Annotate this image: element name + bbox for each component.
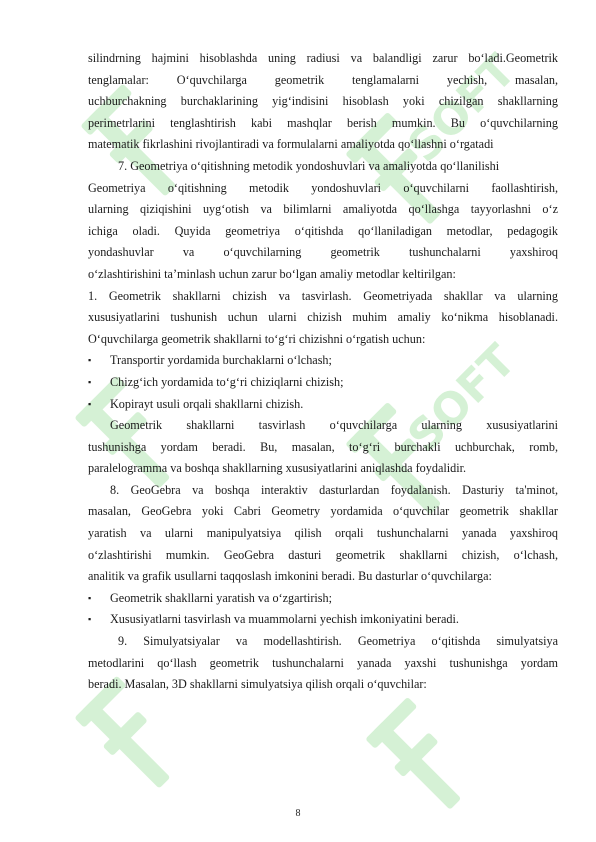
text-line: [88, 566, 558, 588]
text-line: [88, 178, 558, 200]
text-line: [88, 545, 558, 567]
bullet-marker: ▪: [88, 376, 92, 387]
line-text: tushunishga yordam beradi. Bu, masalan, to‘g‘ri burchakli uchburchak, romb,: [88, 439, 558, 454]
line-text: Geometrik shakllarni tasvirlash o‘quvchilarga ularning xususiyatlarini: [110, 418, 558, 433]
text-line: [88, 501, 558, 523]
line-text: Kopirayt usuli orqali shakllarni chizish.: [110, 396, 304, 411]
line-text: beradi. Masalan, 3D shakllarni simulyatsiya qilish orqali o‘quvchilar:: [88, 677, 427, 692]
watermark-text: SOFT: [398, 45, 526, 173]
line-text: paralelogramma va boshqa shakllarning xususiyatlarini aniqlashda foydalidir.: [88, 461, 467, 476]
line-text: Geometriya o‘qitishning metodik yondoshuvlari o‘quvchilarni faollashtirish,: [88, 180, 558, 195]
text-line: [88, 458, 558, 480]
bullet-marker: ▪: [88, 398, 92, 409]
line-text: silindrning hajmini hisoblashda uning radiusi va balandligi zarur bo‘ladi.Geometrik: [88, 51, 558, 65]
line-text: 1. Geometrik shakllarni chizish va tasvirlash. Geometriyada shakllar va ularning: [88, 288, 558, 303]
bullet-item: [88, 372, 558, 394]
line-text: o‘zlashtirishi mumkin. GeoGebra dasturi geometrik shakllarni chizish, o‘lchash,: [88, 547, 558, 562]
line-text: yondashuvlar va o‘quvchilarning geometrik tushunchalarni yaxshiroq: [88, 245, 558, 260]
text-line: [88, 437, 558, 459]
line-text: xususiyatlarini tushunish uchun ularni chizish muhim amaliy ko‘nikma hisoblanadi.: [88, 310, 558, 325]
line-text: 9. Simulyatsiyalar va modellashtirish. Geometriya o‘qitishda simulyatsiya: [118, 634, 558, 649]
text-line: [88, 242, 558, 264]
text-line: [88, 674, 558, 696]
line-text: Xususiyatlarni tasvirlash va muammolarni yechish imkoniyatini beradi.: [110, 612, 459, 627]
line-text: analitik va grafik usullarni taqqoslash imkonini beradi. Bu dasturlar o‘quvchilarga:: [88, 569, 492, 584]
line-text: 7. Geometriya o‘qitishning metodik yondoshuvlari va amaliyotda qo‘llanilishi: [118, 158, 500, 173]
bullet-item: [88, 609, 558, 631]
line-text: metodlarini qo‘llash geometrik tushunchalarni yanada yaxshi tushunishga yordam: [88, 655, 558, 670]
line-text: Transportir yordamida burchaklarni o‘lchash;: [110, 353, 332, 368]
line-text: Geometrik shakllarni yaratish va o‘zgartirish;: [110, 590, 333, 605]
line-text: masalan, GeoGebra yoki Cabri Geometry yordamida o‘quvchilar geometrik shakllar: [88, 504, 558, 519]
bullet-marker: ▪: [88, 592, 92, 603]
text-line: [88, 523, 558, 545]
bullet-marker: ▪: [88, 355, 92, 366]
text-line: [88, 264, 558, 286]
text-line: [88, 631, 558, 653]
bullet-item: [88, 394, 558, 416]
line-text: perimetrlarini tenglashtirish kabi mashqlar berish mumkin. Bu o‘quvchilarning: [88, 115, 558, 130]
bullet-item: [88, 350, 558, 372]
text-line: [88, 199, 558, 221]
bullet-item: [88, 588, 558, 610]
line-text: ichiga oladi. Quyida geometriya o‘qitishda qo‘llaniladigan metodlar, pedagogik: [88, 223, 558, 238]
line-text: 8. GeoGebra va boshqa interaktiv dasturlardan foydalanish. Dasturiy ta'minot,: [110, 482, 558, 497]
text-line: [88, 653, 558, 675]
text-line: [88, 307, 558, 329]
watermark-text: SOFT: [398, 335, 526, 463]
text-line: [88, 91, 558, 113]
text-line: [88, 415, 558, 437]
text-line: [88, 70, 558, 92]
line-text: tenglamalar: O‘quvchilarga geometrik tenglamalarni yechish, masalan,: [88, 72, 558, 87]
text-line: [88, 329, 558, 351]
line-text: o‘zlashtirishini ta’minlash uchun zarur bo‘lgan amaliy metodlar keltirilgan:: [88, 266, 456, 281]
line-text: ularning qiziqishini uyg‘otish va bilimlarni amaliyotda qo‘llashga tayyorlashni o‘z: [88, 202, 558, 217]
bullet-marker: ▪: [88, 614, 92, 625]
text-line: [88, 113, 558, 135]
text-line: [88, 134, 558, 156]
line-text: yaratish va ularni manipulyatsiya qilish orqali tushunchalarni yanada yaxshiroq: [88, 526, 558, 541]
line-text: matematik fikrlashini rivojlantiradi va formulalarni amaliyotda qo‘llashni o‘rgatadi: [88, 137, 494, 152]
page-number: 8: [295, 808, 301, 819]
text-line: [88, 156, 558, 178]
line-text: Chizg‘ich yordamida to‘g‘ri chiziqlarni chizish;: [110, 374, 344, 389]
document-body: [88, 48, 558, 696]
text-line: [88, 221, 558, 243]
text-line: [88, 48, 558, 70]
line-text: uchburchakning burchaklarining yig‘indisini hisoblash yoki chizilgan shakllarning: [88, 94, 558, 109]
text-line: [88, 480, 558, 502]
text-line: [88, 286, 558, 308]
line-text: O‘quvchilarga geometrik shakllarni to‘g‘ri chizishni o‘rgatish uchun:: [88, 331, 426, 346]
